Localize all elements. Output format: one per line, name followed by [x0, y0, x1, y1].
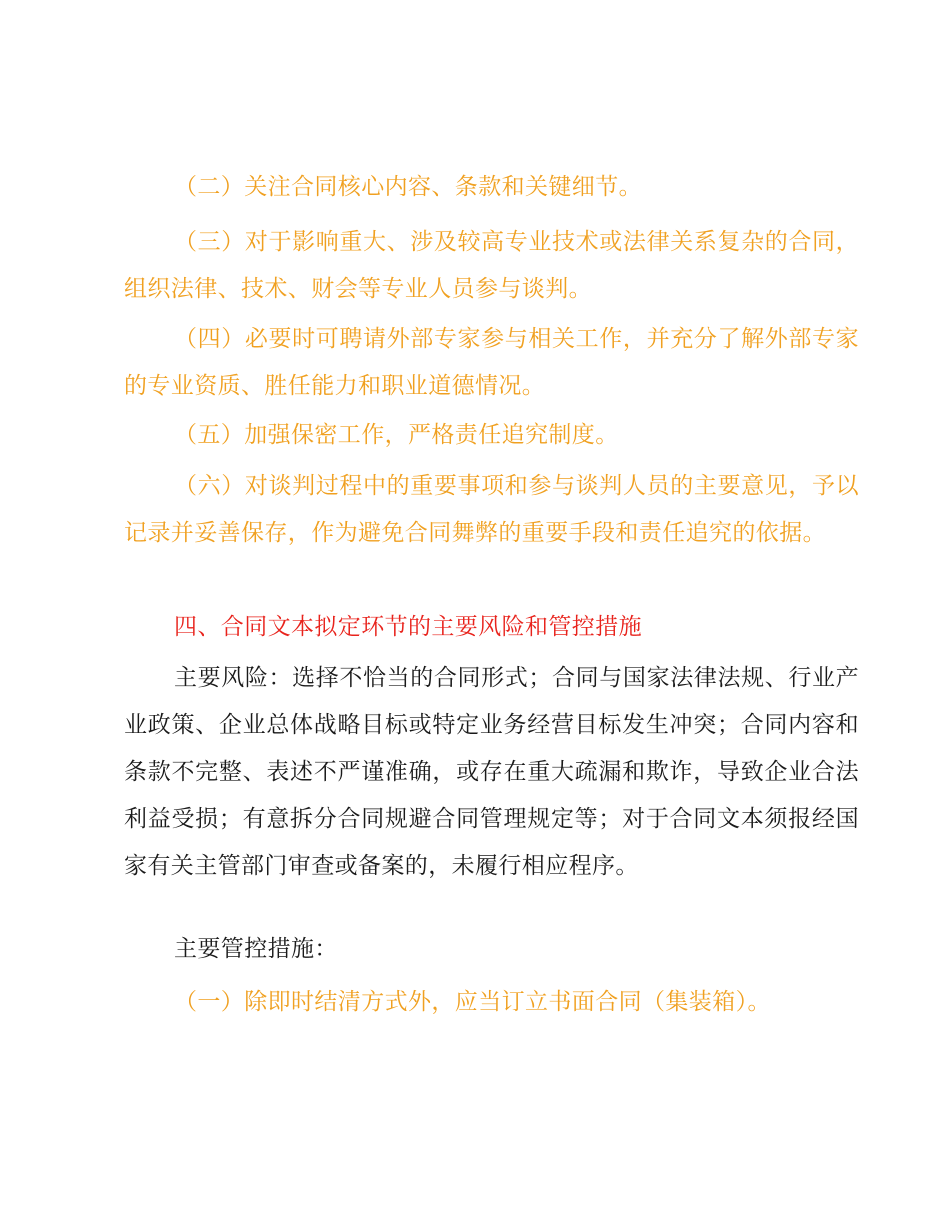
section-heading: 四、合同文本拟定环节的主要风险和管控措施	[174, 614, 642, 640]
paragraph-item-5: （五）加强保密工作，严格责任追究制度。	[174, 422, 619, 448]
paragraph-item-2: （二）关注合同核心内容、条款和关键细节。	[174, 174, 642, 200]
paragraph-item-6: （六）对谈判过程中的重要事项和参与谈判人员的主要意见，予以记录并妥善保存，作为避免合同舞弊的重要手段和责任追究的依据。	[124, 473, 859, 546]
main-measures-label: 主要管控措施：	[174, 936, 338, 962]
measure-item-1: （一）除即时结清方式外，应当订立书面合同（集装箱）。	[174, 989, 771, 1015]
paragraph-item-3: （三）对于影响重大、涉及较高专业技术或法律关系复杂的合同，组织法律、技术、财会等专业人员参与谈判。	[124, 229, 859, 302]
paragraph-item-4: （四）必要时可聘请外部专家参与相关工作，并充分了解外部专家的专业资质、胜任能力和职业道德情况。	[124, 326, 859, 399]
main-risks-paragraph: 主要风险：选择不恰当的合同形式；合同与国家法律法规、行业产业政策、企业总体战略目标或特定业务经营目标发生冲突；合同内容和条款不完整、表述不严谨准确，或存在重大疏漏和欺诈，导致企业合法利益受损；有意拆分合同规避合同管理规定等；对于合同文本须报经国家有关主管部门审查或备案的，未履行相应程序。	[124, 665, 859, 879]
